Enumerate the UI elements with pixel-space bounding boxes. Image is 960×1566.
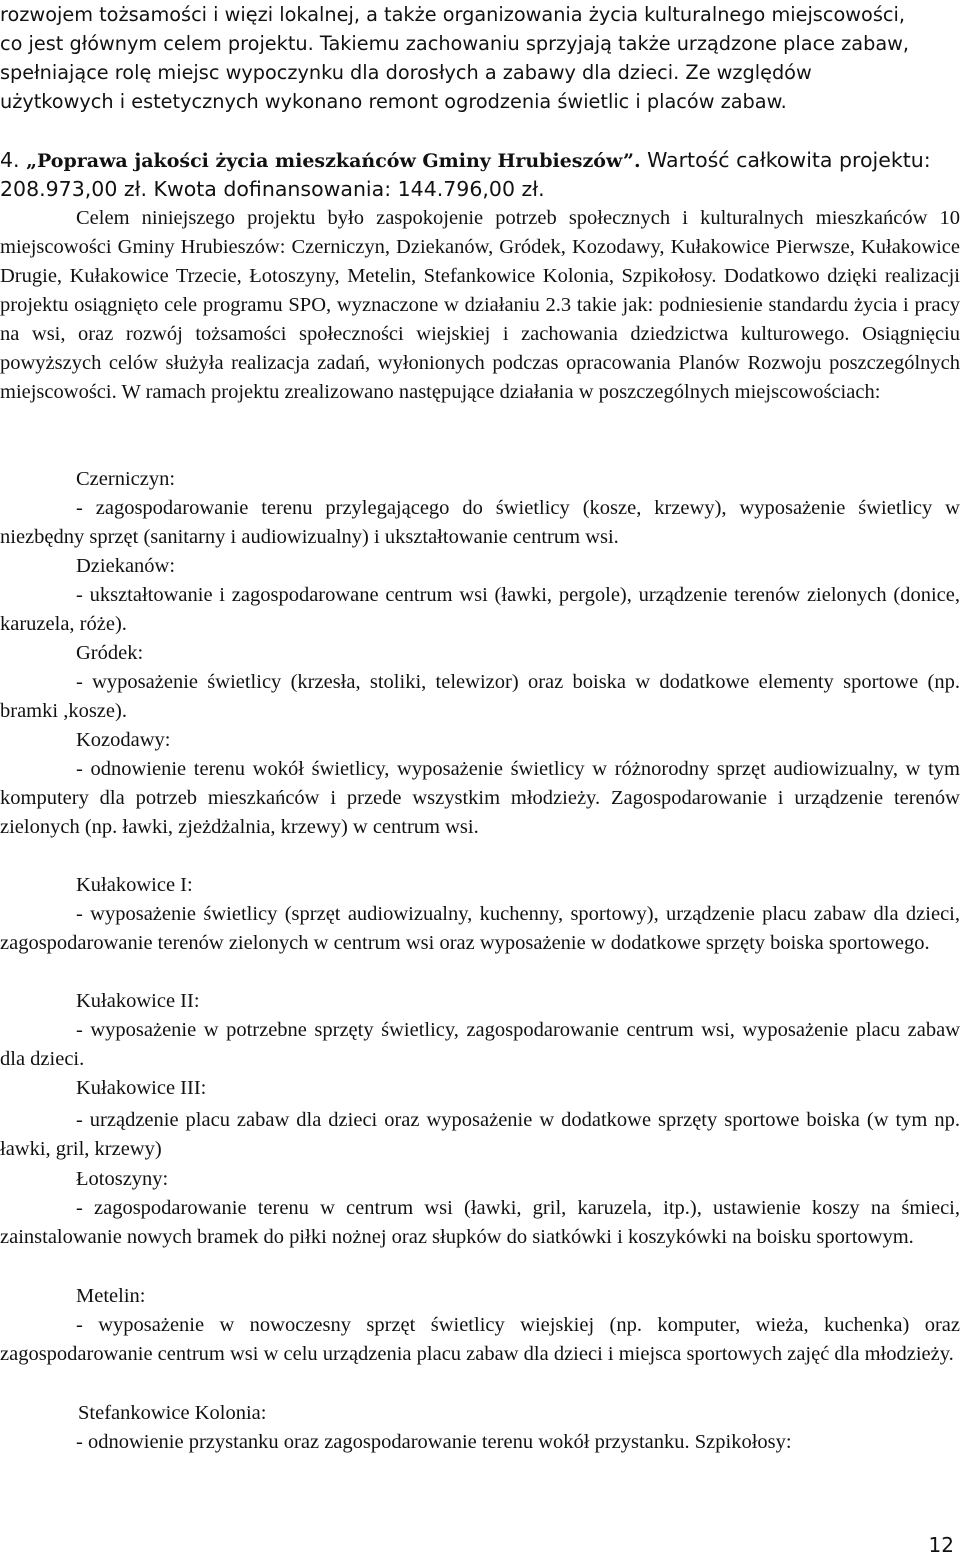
- village-name-stefankowice: Stefankowice Kolonia:: [78, 1402, 267, 1424]
- intro-line: rozwojem tożsamości i więzi lokalnej, a także organizowania życia kulturalnego miejscowości,: [0, 3, 905, 26]
- village-text-kulakowice-1: - wyposażenie świetlicy (sprzęt audiowizualny, kuchenny, sportowy), urządzenie placu zabaw dla dzieci, zagospodarowanie terenów zielonych w centrum wsi oraz wyposażenie w dodatkowe sprzęty boiska sportowego.: [0, 903, 960, 954]
- project-description: Celem niniejszego projektu było zaspokojenie potrzeb społecznych i kulturalnych mieszkańców 10 miejscowości Gminy Hrubieszów: Czerniczyn, Dziekanów, Gródek, Kozodawy, Kułakowice Pierwsze, Kułakowice Drugie, Kułakowice Trzecie, Łotoszyny, Metelin, Stefankowice Kolonia, Szpikołosy. Dodatkowo dzięki realizacji projektu osiągnięto cele programu SPO, wyznaczone w działaniu 2.3 takie jak: podniesienie standardu życia i pracy na wsi, oraz rozwój tożsamości społeczności wiejskiej i zachowania dziedzictwa kulturowego. Osiągnięciu powyższych celów służyła realizacja zadań, wyłonionych podczas opracowania Planów Rozwoju poszczególnych miejscowości. W ramach projektu zrealizowano następujące działania w poszczególnych miejscowościach:: [0, 207, 960, 403]
- village-text-czerniczyn: - zagospodarowanie terenu przylegającego do świetlicy (kosze, krzewy), wyposażenie świetlicy w niezbędny sprzęt (sanitarny i audiowizualny) i ukształtowanie centrum wsi.: [0, 497, 960, 548]
- village-name-kozodawy: Kozodawy:: [76, 729, 171, 751]
- project-total-value-label: Wartość całkowita projektu:: [647, 148, 931, 172]
- village-text-kozodawy: - odnowienie terenu wokół świetlicy, wyposażenie świetlicy w różnorodny sprzęt audiowizualny, w tym komputery dla potrzeb mieszkańców i przede wszystkim młodzieży. Zagospodarowanie i urządzenie terenów zielonych (np. ławki, zjeżdżalnia, krzewy) w centrum wsi.: [0, 758, 960, 838]
- intro-line: spełniające rolę miejsc wypoczynku dla dorosłych a zabawy dla dzieci. Ze względów: [0, 61, 812, 84]
- project-title: „Poprawa jakości życia mieszkańców Gminy Hrubieszów”.: [26, 150, 641, 172]
- village-name-kulakowice-2: Kułakowice II:: [76, 990, 200, 1012]
- project-heading: [0, 146, 960, 176]
- village-name-kulakowice-1: Kułakowice I:: [76, 874, 193, 896]
- village-text-kulakowice-2: - wyposażenie w potrzebne sprzęty świetlicy, zagospodarowanie centrum wsi, wyposażenie placu zabaw dla dzieci.: [0, 1019, 960, 1070]
- village-name-lotoszyny: Łotoszyny:: [76, 1168, 169, 1190]
- village-text-metelin: - wyposażenie w nowoczesny sprzęt świetlicy wiejskiej (np. komputer, wieża, kuchenka) oraz zagospodarowanie centrum wsi w celu urządzenia placu zabaw dla dzieci i miejsca sportowych zajęć dla młodzieży.: [0, 1314, 960, 1365]
- village-text-dziekanow: - ukształtowanie i zagospodarowane centrum wsi (ławki, pergole), urządzenie terenów zielonych (donice, karuzela, róże).: [0, 584, 960, 635]
- village-text-lotoszyny: - zagospodarowanie terenu w centrum wsi (ławki, gril, karuzela, itp.), ustawienie koszy na śmieci, zainstalowanie nowych bramek do piłki nożnej oraz słupków do siatkówki i koszykówki na boisku sportowym.: [0, 1197, 960, 1248]
- village-name-metelin: Metelin:: [76, 1285, 146, 1307]
- intro-line: użytkowych i estetycznych wykonano remont ogrodzenia świetlic i placów zabaw.: [0, 90, 787, 113]
- village-name-dziekanow: Dziekanów:: [76, 555, 176, 577]
- intro-paragraph: [0, 0, 960, 116]
- project-amounts: 208.973,00 zł. Kwota dofinansowania: 144.796,00 zł.: [0, 177, 545, 201]
- project-number: 4.: [0, 148, 20, 172]
- village-text-grodek: - wyposażenie świetlicy (krzesła, stoliki, telewizor) oraz boiska w dodatkowe elementy sportowe (np. bramki ,kosze).: [0, 671, 960, 722]
- village-name-czerniczyn: Czerniczyn:: [76, 468, 176, 490]
- village-text-kulakowice-3: - urządzenie placu zabaw dla dzieci oraz wyposażenie w dodatkowe sprzęty sportowe boiska (w tym np. ławki, gril, krzewy): [0, 1109, 960, 1160]
- village-name-kulakowice-3: Kułakowice III:: [76, 1077, 207, 1099]
- village-text-stefankowice: - odnowienie przystanku oraz zagospodarowanie terenu wokół przystanku. Szpikołosy:: [76, 1431, 792, 1453]
- village-name-grodek: Gródek:: [76, 642, 144, 664]
- intro-line: co jest głównym celem projektu. Takiemu zachowaniu sprzyjają także urządzone place zabaw,: [0, 32, 910, 55]
- page-number: 12: [928, 1533, 954, 1557]
